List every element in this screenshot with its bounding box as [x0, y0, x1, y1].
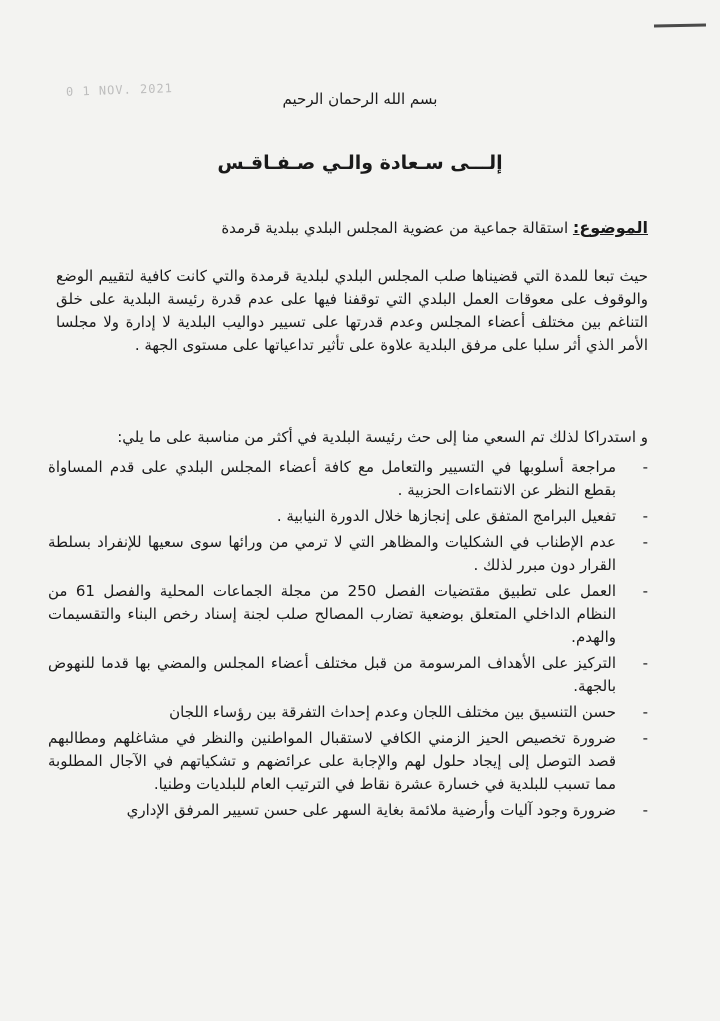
list-item: - حسن التنسيق بين مختلف اللجان وعدم إحداث التفرقة بين رؤساء اللجان: [48, 701, 648, 724]
date-stamp: 0 1 NOV. 2021: [65, 81, 174, 99]
recipient-heading: إلـــى سـعادة والـي صـفـاقـس: [217, 152, 503, 174]
list-dash: -: [642, 582, 648, 600]
list-item: - عدم الإطناب في الشكليات والمظاهر التي لا ترمي من ورائها سوى سعيها للإنفراد بسلطة القرار دون مبرر لذلك .: [48, 533, 648, 574]
list-intro: و استدراكا لذلك تم السعي منا إلى حث رئيسة البلدية في أكثر من مناسبة على ما يلي:: [117, 428, 648, 446]
list-dash: -: [642, 801, 648, 819]
subject-label: الموضوع:: [572, 218, 648, 237]
list-item: - ضرورة وجود آليات وأرضية ملائمة بغاية السهر على حسن تسيير المرفق الإداري: [48, 799, 648, 822]
subject-text: استقالة جماعية من عضوية المجلس البلدي ببلدية قرمدة: [221, 219, 573, 237]
demands-list: [48, 456, 648, 825]
subject-line: [221, 218, 648, 237]
list-dash: -: [642, 654, 648, 672]
list-dash: -: [642, 507, 648, 525]
list-item: - مراجعة أسلوبها في التسيير والتعامل مع كافة أعضاء المجلس البلدي على قدم المساواة بقطع النظر عن الانتماءات الحزبية .: [48, 458, 648, 499]
list-dash: -: [642, 458, 648, 476]
list-item: - تفعيل البرامج المتفق على إنجازها خلال الدورة النيابية .: [48, 505, 648, 528]
list-item: - التركيز على الأهداف المرسومة من قبل مختلف أعضاء المجلس والمضي بها قدما للنهوض بالجهة.: [48, 654, 648, 695]
list-dash: -: [642, 729, 648, 747]
list-item: - ضرورة تخصيص الحيز الزمني الكافي لاستقبال المواطنين والنظر في مشاغلهم ومطالبهم قصد التوصل إلى إيجاد حلول لهم والإجابة على عرائضهم و تشكياتهم في الآجال المطلوبة مما تسبب للبلدية في خسارة عشرة نقاط في الترتيب العام للبلديات وطنيا.: [48, 729, 648, 793]
basmala: بسم الله الرحمان الرحيم: [282, 90, 438, 108]
pen-mark: [654, 24, 706, 28]
body-paragraph: حيث تبعا للمدة التي قضيناها صلب المجلس البلدي لبلدية قرمدة والتي كانت كافية لتقييم الوضع والوقوف على معوقات العمل البلدي التي توقفنا فيها على عدم قدرة رئيسة البلدية على خلق التناغم بين مختلف أعضاء المجلس وعدم قدرتها على تسيير دواليب البلدية لا إدارة ولا مجلسا الأمر الذي أثر سلبا على مرفق البلدية علاوة على تأثير تداعياتها على مستوى الجهة .: [56, 267, 648, 354]
list-item: - العمل على تطبيق مقتضيات الفصل 250 من مجلة الجماعات المحلية والفصل 61 من النظام الداخلي المتعلق بوضعية تضارب المصالح صلب لجنة إسناد رخص البناء والتقسيمات والهدم.: [48, 582, 648, 646]
list-dash: -: [642, 533, 648, 551]
list-dash: -: [642, 703, 648, 721]
